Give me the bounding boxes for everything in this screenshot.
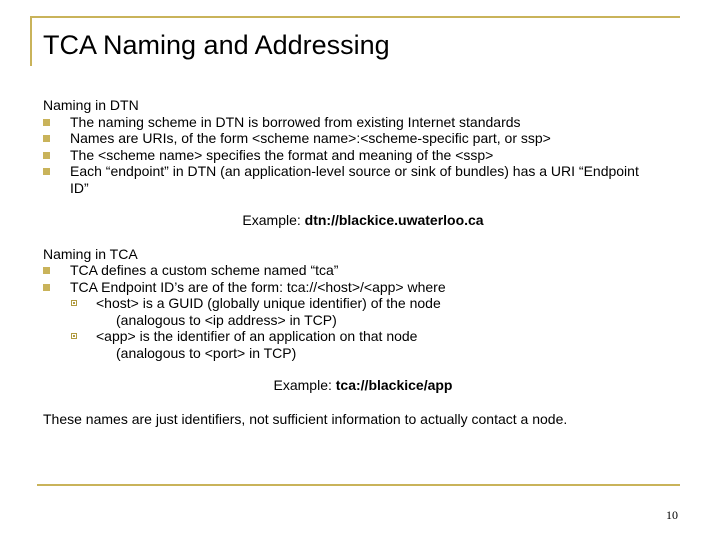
hollow-square-bullet-icon: [71, 333, 77, 339]
dtn-example-label: Example:: [242, 212, 305, 228]
dtn-bullet-text: Each “endpoint” in DTN (an application-level source or sink of bundles) has a URI “Endpoint ID”: [70, 163, 639, 196]
square-bullet-icon: [43, 152, 50, 159]
tca-sub-bullet-line: <host> is a GUID (globally unique identifier) of the node: [96, 295, 441, 311]
tca-bullet-text: TCA defines a custom scheme named “tca”: [70, 262, 339, 278]
dtn-bullet: [43, 163, 683, 196]
tca-section-heading: Naming in TCA: [43, 245, 138, 262]
slide-title: TCA Naming and Addressing: [43, 30, 390, 60]
tca-bullet-text: TCA Endpoint ID’s are of the form: tca://<host>/<app> where: [70, 278, 446, 295]
dtn-bullet-text: The <scheme name> specifies the format and meaning of the <ssp>: [70, 146, 494, 163]
slide-body: [43, 97, 683, 427]
dtn-bullet-text: Names are URIs, of the form <scheme name>:<scheme-specific part, or ssp>: [70, 130, 551, 146]
dtn-example-value: dtn://blackice.uwaterloo.ca: [304, 212, 484, 228]
dtn-bullet-text: The naming scheme in DTN is borrowed from existing Internet standards: [70, 113, 521, 130]
tca-example-value: tca://blackice/app: [335, 377, 453, 393]
dtn-bullet: [43, 130, 683, 147]
dtn-section-heading: Naming in DTN: [43, 97, 139, 113]
hollow-square-bullet-icon: [71, 300, 77, 306]
title-frame-left-rule: [30, 16, 32, 66]
tca-sub-bullet: [43, 328, 683, 361]
dtn-bullet: [43, 114, 683, 131]
tca-sub-bullet-continuation: (analogous to <ip address> in TCP): [116, 311, 337, 328]
closing-statement: These names are just identifiers, not sufficient information to actually contact a node.: [43, 410, 568, 427]
square-bullet-icon: [43, 267, 50, 274]
tca-sub-bullet-continuation: (analogous to <port> in TCP): [116, 344, 297, 361]
square-bullet-icon: [43, 168, 50, 175]
tca-example-label: Example:: [273, 377, 336, 393]
tca-example: [43, 377, 683, 394]
tca-sub-bullet: [43, 295, 683, 328]
tca-sub-bullet-line: <app> is the identifier of an application on that node: [96, 328, 418, 344]
square-bullet-icon: [43, 284, 50, 291]
square-bullet-icon: [43, 119, 50, 126]
tca-bullet: [43, 262, 683, 279]
tca-bullet: [43, 279, 683, 296]
footer-rule: [37, 484, 680, 486]
page-number: 10: [666, 508, 678, 522]
square-bullet-icon: [43, 135, 50, 142]
title-frame-top-rule: [30, 16, 680, 18]
dtn-example: [43, 212, 683, 229]
dtn-bullet: [43, 147, 683, 164]
